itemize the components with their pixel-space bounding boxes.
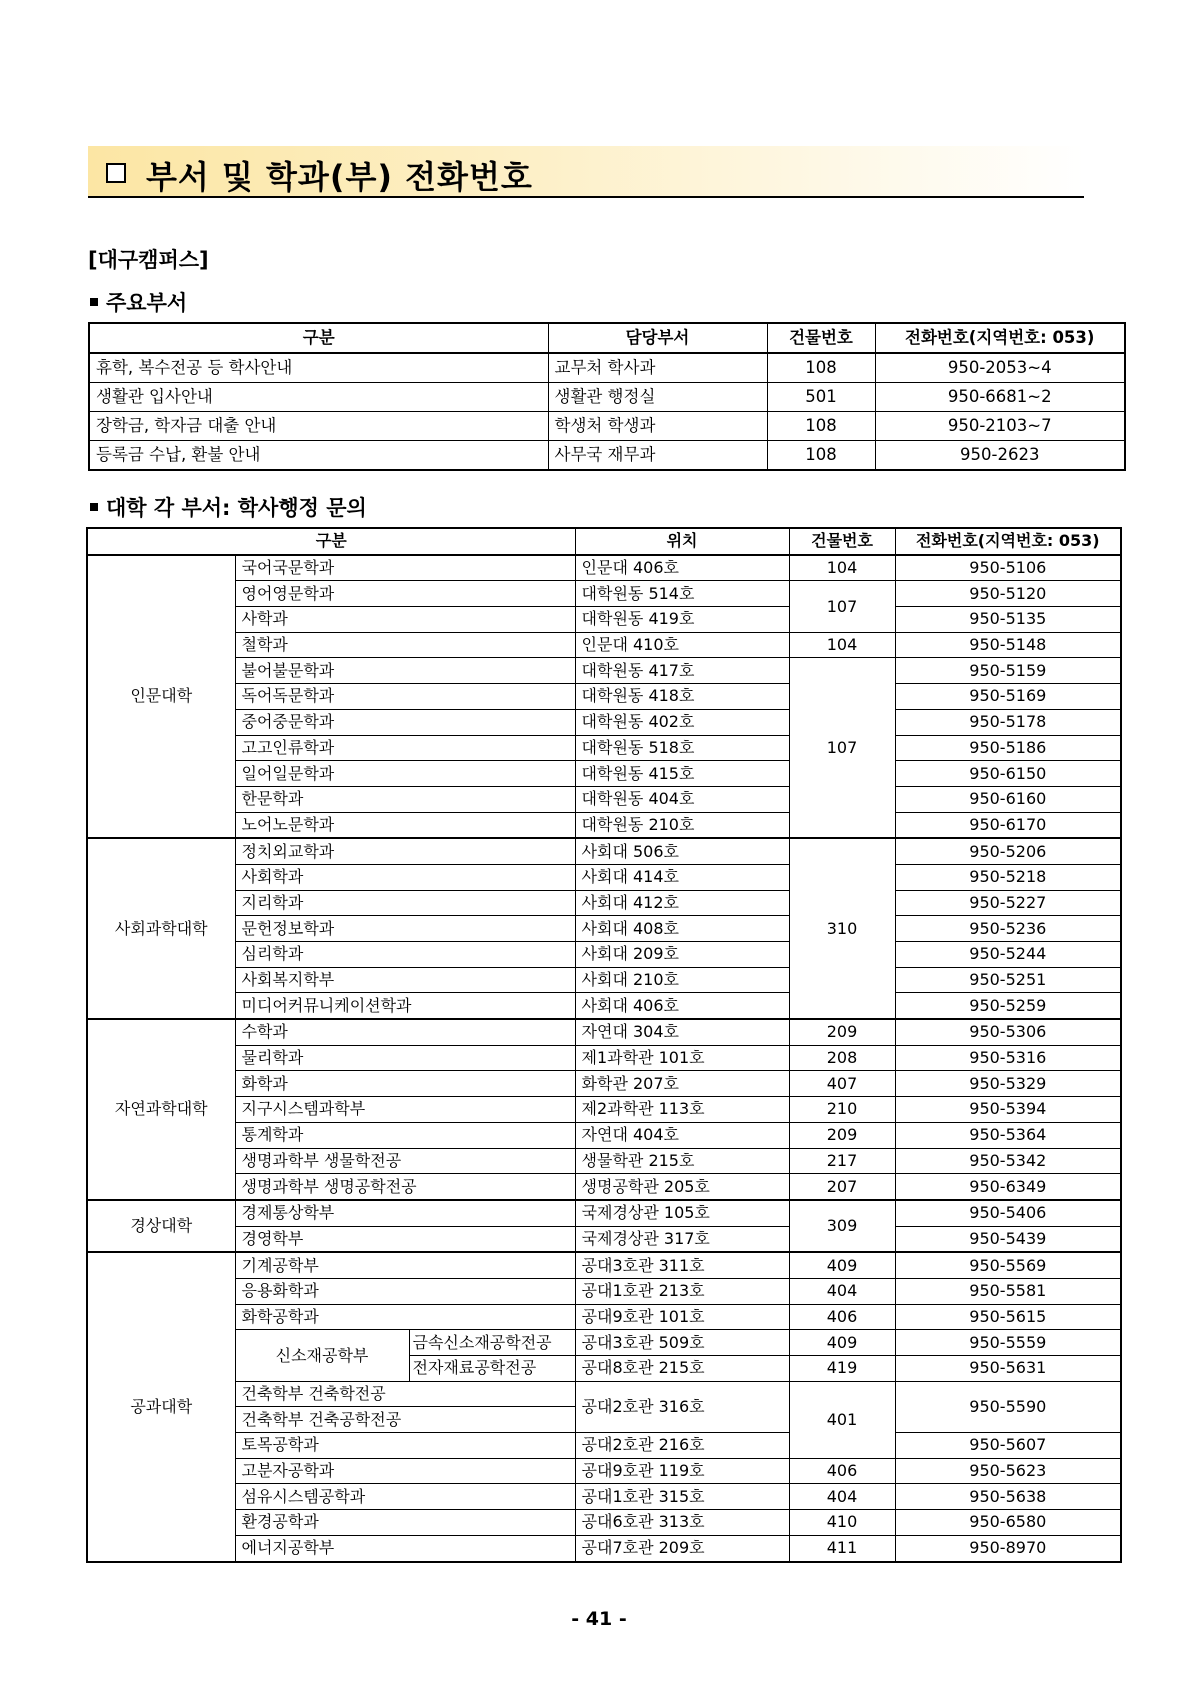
dept-name-cell: 고고인류학과: [235, 735, 575, 761]
table-row: [87, 1122, 1121, 1148]
location-cell: 대학원동 210호: [575, 812, 789, 838]
location-cell: 사회대 408호: [575, 916, 789, 942]
phone-cell: 950-5178: [895, 709, 1121, 735]
building-cell: 411: [789, 1535, 895, 1561]
location-cell: 자연대 404호: [575, 1122, 789, 1148]
table-row: [87, 684, 1121, 710]
location-cell: 국제경상관 317호: [575, 1226, 789, 1252]
phone-cell: 950-5406: [895, 1200, 1121, 1226]
table-row: [87, 1071, 1121, 1097]
table-row: [87, 632, 1121, 658]
phone-cell: 950-5623: [895, 1458, 1121, 1484]
dept-cell: 교무처 학사과: [548, 353, 767, 383]
location-cell: 인문대 406호: [575, 555, 789, 581]
phone-cell: 950-2053~4: [875, 353, 1125, 383]
dept-name-cell: 응용화학과: [235, 1278, 575, 1304]
dept-name-cell: 정치외교학과: [235, 838, 575, 864]
building-cell: 209: [789, 1019, 895, 1045]
table-row: [87, 1433, 1121, 1459]
header-cell: 전화번호(지역번호: 053): [875, 323, 1125, 353]
phone-cell: 950-5590: [895, 1381, 1121, 1432]
college-cell: 공과대학: [87, 1252, 235, 1561]
building-cell: 207: [789, 1174, 895, 1200]
dept-name-cell: 화학과: [235, 1071, 575, 1097]
college-cell: 사회과학대학: [87, 838, 235, 1019]
location-cell: 공대2호관 316호: [575, 1381, 789, 1432]
location-cell: 공대1호관 315호: [575, 1484, 789, 1510]
dept-name-cell: 경제통상학부: [235, 1200, 575, 1226]
dept-name-cell: 환경공학과: [235, 1510, 575, 1536]
location-cell: 사회대 506호: [575, 838, 789, 864]
phone-cell: 950-5218: [895, 864, 1121, 890]
header-cell: 전화번호(지역번호: 053): [895, 528, 1121, 555]
location-cell: 대학원동 402호: [575, 709, 789, 735]
table-row: [87, 1252, 1121, 1278]
location-cell: 사회대 414호: [575, 864, 789, 890]
dept-name-cell: 지구시스템과학부: [235, 1097, 575, 1123]
table-row: [89, 353, 1125, 383]
dept-cell: 사무국 재무과: [548, 441, 767, 471]
phone-cell: 950-2103~7: [875, 412, 1125, 441]
phone-cell: 950-5236: [895, 916, 1121, 942]
building-cell: 108: [767, 441, 875, 471]
phone-cell: 950-5306: [895, 1019, 1121, 1045]
phone-cell: 950-5106: [895, 555, 1121, 581]
main-dept-table: [88, 322, 1126, 471]
category-cell: 생활관 입사안내: [89, 383, 548, 412]
building-cell: 410: [789, 1510, 895, 1536]
building-cell: 107: [789, 658, 895, 838]
phone-cell: 950-5581: [895, 1278, 1121, 1304]
building-cell: 501: [767, 383, 875, 412]
table-row: [89, 383, 1125, 412]
page-number: - 41 -: [571, 1608, 627, 1630]
location-cell: 자연대 304호: [575, 1019, 789, 1045]
checkbox-square-icon: [106, 163, 126, 183]
table-row: [87, 1019, 1121, 1045]
college-cell: 인문대학: [87, 555, 235, 839]
building-cell: 406: [789, 1458, 895, 1484]
phone-cell: 950-6349: [895, 1174, 1121, 1200]
table-row: [87, 1200, 1121, 1226]
phone-cell: 950-5244: [895, 942, 1121, 968]
table-row: [87, 812, 1121, 838]
location-cell: 사회대 406호: [575, 993, 789, 1019]
table-row: [89, 441, 1125, 471]
building-cell: 419: [789, 1356, 895, 1382]
phone-cell: 950-5148: [895, 632, 1121, 658]
table-row: [87, 942, 1121, 968]
dept-name-cell: 화학공학과: [235, 1304, 575, 1330]
phone-cell: 950-5394: [895, 1097, 1121, 1123]
header-cell: 건물번호: [789, 528, 895, 555]
dept-name-cell: 미디어커뮤니케이션학과: [235, 993, 575, 1019]
location-cell: 공대2호관 216호: [575, 1433, 789, 1459]
college-cell: 자연과학대학: [87, 1019, 235, 1200]
location-cell: 대학원동 419호: [575, 607, 789, 633]
location-cell: 공대9호관 101호: [575, 1304, 789, 1330]
dept-name-cell: 사회학과: [235, 864, 575, 890]
building-cell: 309: [789, 1200, 895, 1252]
dept-name-cell: 철학과: [235, 632, 575, 658]
table-row: [87, 967, 1121, 993]
table-row: [87, 864, 1121, 890]
dept-name-cell: 지리학과: [235, 890, 575, 916]
table-row: [87, 1226, 1121, 1252]
building-cell: 406: [789, 1304, 895, 1330]
location-cell: 제1과학관 101호: [575, 1045, 789, 1071]
location-cell: 생명공학관 205호: [575, 1174, 789, 1200]
location-cell: 대학원동 514호: [575, 581, 789, 607]
table-row: [87, 735, 1121, 761]
location-cell: 사회대 210호: [575, 967, 789, 993]
building-cell: 310: [789, 838, 895, 1019]
phone-cell: 950-6681~2: [875, 383, 1125, 412]
building-cell: 409: [789, 1330, 895, 1356]
phone-cell: 950-5159: [895, 658, 1121, 684]
table-row: [87, 1330, 1121, 1356]
square-bullet-icon: [90, 503, 98, 511]
phone-cell: 950-5439: [895, 1226, 1121, 1252]
phone-cell: 950-6580: [895, 1510, 1121, 1536]
table-row: [87, 1484, 1121, 1510]
major-cell: 금속신소재공학전공: [409, 1330, 575, 1356]
phone-cell: 950-6160: [895, 786, 1121, 812]
table-row: [87, 786, 1121, 812]
category-cell: 휴학, 복수전공 등 학사안내: [89, 353, 548, 383]
building-cell: 407: [789, 1071, 895, 1097]
table-row: [87, 1278, 1121, 1304]
location-cell: 인문대 410호: [575, 632, 789, 658]
phone-cell: 950-5559: [895, 1330, 1121, 1356]
phone-cell: 950-5607: [895, 1433, 1121, 1459]
header-cell: 담당부서: [548, 323, 767, 353]
dept-name-cell: 건축학부 건축학전공: [235, 1381, 575, 1407]
building-cell: 401: [789, 1381, 895, 1458]
location-cell: 대학원동 518호: [575, 735, 789, 761]
dept-name-cell: 생명과학부 생명공학전공: [235, 1174, 575, 1200]
building-cell: 104: [789, 632, 895, 658]
phone-cell: 950-5186: [895, 735, 1121, 761]
location-cell: 사회대 209호: [575, 942, 789, 968]
section-heading: 주요부서: [106, 291, 188, 315]
dept-name-cell: 에너지공학부: [235, 1535, 575, 1561]
dept-name-cell: 경영학부: [235, 1226, 575, 1252]
building-cell: 210: [789, 1097, 895, 1123]
dept-name-cell: 일어일문학과: [235, 761, 575, 787]
phone-cell: 950-5120: [895, 581, 1121, 607]
location-cell: 공대8호관 215호: [575, 1356, 789, 1382]
dept-name-cell: 물리학과: [235, 1045, 575, 1071]
location-cell: 생물학관 215호: [575, 1148, 789, 1174]
building-cell: 104: [789, 555, 895, 581]
header-cell: 건물번호: [767, 323, 875, 353]
phone-cell: 950-5227: [895, 890, 1121, 916]
phone-cell: 950-5638: [895, 1484, 1121, 1510]
dept-cell: 학생처 학생과: [548, 412, 767, 441]
section-main-dept: [90, 287, 187, 317]
table-row: [87, 1097, 1121, 1123]
dept-name-cell: 건축학부 건축공학전공: [235, 1407, 575, 1433]
dept-name-cell: 통계학과: [235, 1122, 575, 1148]
building-cell: 404: [789, 1278, 895, 1304]
section-heading: 대학 각 부서: 학사행정 문의: [106, 496, 367, 520]
phone-cell: 950-5251: [895, 967, 1121, 993]
title-bar: [88, 146, 1084, 198]
building-cell: 409: [789, 1252, 895, 1278]
major-cell: 전자재료공학전공: [409, 1356, 575, 1382]
phone-cell: 950-5329: [895, 1071, 1121, 1097]
phone-cell: 950-5259: [895, 993, 1121, 1019]
table-row: [87, 1045, 1121, 1071]
page-title: 부서 및 학과(부) 전화번호: [146, 158, 533, 196]
location-cell: 제2과학관 113호: [575, 1097, 789, 1123]
table-row: [87, 1174, 1121, 1200]
table-row: [87, 1304, 1121, 1330]
dept-name-cell: 사학과: [235, 607, 575, 633]
location-cell: 대학원동 415호: [575, 761, 789, 787]
campus-label: [대구캠퍼스]: [88, 248, 209, 272]
phone-cell: 950-5135: [895, 607, 1121, 633]
building-cell: 209: [789, 1122, 895, 1148]
location-cell: 공대9호관 119호: [575, 1458, 789, 1484]
location-cell: 공대3호관 509호: [575, 1330, 789, 1356]
college-cell: 경상대학: [87, 1200, 235, 1252]
header-cell: 구분: [89, 323, 548, 353]
section-college-dept: [90, 492, 367, 522]
location-cell: 사회대 412호: [575, 890, 789, 916]
phone-cell: 950-5206: [895, 838, 1121, 864]
location-cell: 국제경상관 105호: [575, 1200, 789, 1226]
dept-name-cell: 한문학과: [235, 786, 575, 812]
phone-cell: 950-5569: [895, 1252, 1121, 1278]
dept-cell: 생활관 행정실: [548, 383, 767, 412]
building-cell: 108: [767, 412, 875, 441]
category-cell: 등록금 수납, 환불 안내: [89, 441, 548, 471]
table-row: [87, 916, 1121, 942]
location-cell: 공대1호관 213호: [575, 1278, 789, 1304]
header-cell: 구분: [87, 528, 575, 555]
building-cell: 208: [789, 1045, 895, 1071]
building-cell: 404: [789, 1484, 895, 1510]
dept-name-cell: 사회복지학부: [235, 967, 575, 993]
phone-cell: 950-6150: [895, 761, 1121, 787]
dept-name-cell: 심리학과: [235, 942, 575, 968]
table-row: [87, 709, 1121, 735]
dept-name-cell: 문헌정보학과: [235, 916, 575, 942]
location-cell: 대학원동 404호: [575, 786, 789, 812]
phone-cell: 950-5631: [895, 1356, 1121, 1382]
table-row: [87, 1458, 1121, 1484]
category-cell: 장학금, 학자금 대출 안내: [89, 412, 548, 441]
building-cell: 107: [789, 581, 895, 632]
location-cell: 공대6호관 313호: [575, 1510, 789, 1536]
building-cell: 217: [789, 1148, 895, 1174]
location-cell: 대학원동 418호: [575, 684, 789, 710]
table-row: [87, 555, 1121, 581]
dept-name-cell: 수학과: [235, 1019, 575, 1045]
table-row: [87, 607, 1121, 633]
phone-cell: 950-5169: [895, 684, 1121, 710]
table-row: [87, 993, 1121, 1019]
table-row: [87, 1148, 1121, 1174]
building-cell: 108: [767, 353, 875, 383]
location-cell: 공대3호관 311호: [575, 1252, 789, 1278]
location-cell: 대학원동 417호: [575, 658, 789, 684]
square-bullet-icon: [90, 298, 98, 306]
dept-name-cell: 국어국문학과: [235, 555, 575, 581]
dept-name-cell: 토목공학과: [235, 1433, 575, 1459]
phone-cell: 950-5342: [895, 1148, 1121, 1174]
phone-cell: 950-5316: [895, 1045, 1121, 1071]
table-row: [89, 412, 1125, 441]
table-row: [87, 1510, 1121, 1536]
dept-name-cell: 신소재공학부: [235, 1330, 409, 1381]
dept-name-cell: 독어독문학과: [235, 684, 575, 710]
table-row: [87, 1535, 1121, 1561]
college-dept-table: [86, 527, 1122, 1563]
phone-cell: 950-6170: [895, 812, 1121, 838]
phone-cell: 950-5364: [895, 1122, 1121, 1148]
dept-name-cell: 불어불문학과: [235, 658, 575, 684]
dept-name-cell: 기계공학부: [235, 1252, 575, 1278]
dept-name-cell: 생명과학부 생물학전공: [235, 1148, 575, 1174]
header-cell: 위치: [575, 528, 789, 555]
dept-name-cell: 중어중문학과: [235, 709, 575, 735]
location-cell: 화학관 207호: [575, 1071, 789, 1097]
table-row: [87, 890, 1121, 916]
table-row: [87, 1381, 1121, 1407]
phone-cell: 950-2623: [875, 441, 1125, 471]
location-cell: 공대7호관 209호: [575, 1535, 789, 1561]
dept-name-cell: 영어영문학과: [235, 581, 575, 607]
dept-name-cell: 섬유시스템공학과: [235, 1484, 575, 1510]
table-row: [87, 761, 1121, 787]
table-row: [87, 658, 1121, 684]
table-row: [87, 838, 1121, 864]
dept-name-cell: 고분자공학과: [235, 1458, 575, 1484]
dept-name-cell: 노어노문학과: [235, 812, 575, 838]
phone-cell: 950-8970: [895, 1535, 1121, 1561]
phone-cell: 950-5615: [895, 1304, 1121, 1330]
table-row: [87, 581, 1121, 607]
